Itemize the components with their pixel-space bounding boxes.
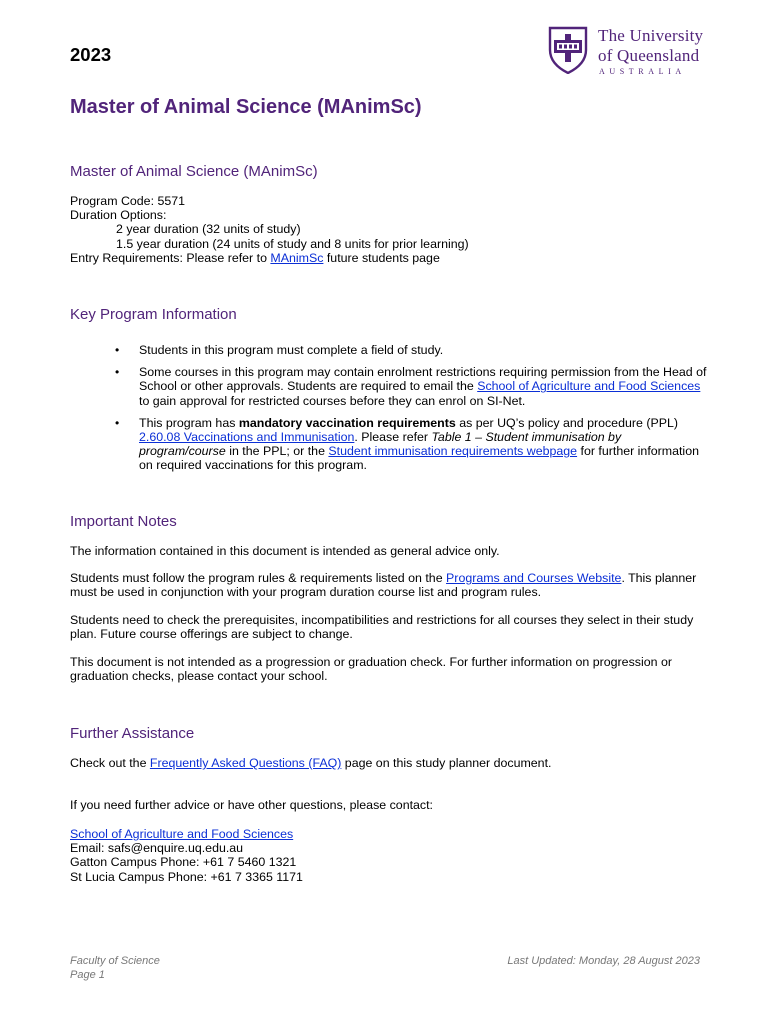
duration-option-2: 1.5 year duration (24 units of study and 8 units for prior learning) — [116, 236, 469, 251]
manimsc-link[interactable]: MAnimSc — [270, 250, 324, 265]
document-year: 2023 — [70, 44, 112, 65]
entry-requirements: Entry Requirements: Please refer to MAnimSc future students page — [70, 250, 440, 265]
footer-last-updated: Last Updated: Monday, 28 August 2023 — [507, 955, 700, 967]
program-details — [70, 194, 710, 265]
contact-stlucia-phone: St Lucia Campus Phone: +61 7 3365 1171 — [70, 869, 303, 884]
school-link[interactable]: School of Agriculture and Food Sciences — [477, 379, 701, 394]
duration-option-1: 2 year duration (32 units of study) — [116, 222, 301, 237]
assistance-heading: Further Assistance — [70, 725, 195, 742]
duration-label: Duration Options: — [70, 208, 167, 223]
program-code: Program Code: 5571 — [70, 194, 186, 208]
uq-crest-icon — [548, 26, 588, 74]
contact-block — [70, 827, 710, 884]
uq-logo — [548, 26, 738, 76]
notes-paragraph-4: This document is not intended as a progression or graduation check. For further information on progression or graduation checks, please contact your school. — [70, 655, 672, 684]
footer-page-number: Page 1 — [70, 968, 105, 981]
programs-courses-link[interactable]: Programs and Courses Website — [446, 571, 622, 585]
logo-line-2: of Queensland — [598, 46, 700, 65]
contact-school-link[interactable]: School of Agriculture and Food Sciences — [70, 827, 294, 841]
key-info-heading: Key Program Information — [70, 306, 237, 323]
key-info-list — [70, 343, 710, 481]
vaccinations-policy-link[interactable]: 2.60.08 Vaccinations and Immunisation — [139, 430, 355, 445]
document-title: Master of Animal Science (MAnimSc) — [70, 96, 422, 118]
notes-paragraph-2: Students must follow the program rules & requirements listed on the Programs and Courses Website. This planner must be used in conjunction with your program duration course list and program rules. — [70, 571, 697, 600]
notes-heading: Important Notes — [70, 513, 177, 530]
key-info-item-field-of-study: • Students in this program must complete a field of study. — [70, 343, 710, 357]
contact-gatton-phone: Gatton Campus Phone: +61 7 5460 1321 — [70, 855, 297, 870]
footer-faculty: Faculty of Science — [70, 955, 160, 967]
contact-intro: If you need further advice or have other questions, please contact: — [70, 798, 433, 812]
notes-paragraph-3: Students need to check the prerequisites, incompatibilities and restrictions for all courses they select in their study plan. Future course offerings are subject to change. — [70, 613, 694, 642]
logo-line-3: AUSTRALIA — [599, 67, 686, 76]
key-info-item-restrictions: • Some courses in this program may contain enrolment restrictions requiring permission from the Head of School or other approvals. Students are required to email the School of Agriculture and Food Sciences to gain approval for restricted courses before they can enrol on SI-Net. — [70, 365, 710, 408]
key-info-item-vaccination: • This program has mandatory vaccination requirements as per UQ’s policy and procedure (PPL) 2.60.08 Vaccinations and Immunisation. Please refer Table 1 – Student immunisation by program/course in the PPL; or the Student immunisation requirements webpage for further information on required vaccinations for this program. — [70, 416, 710, 473]
contact-email: Email: safs@enquire.uq.edu.au — [70, 841, 244, 856]
faq-link[interactable]: Frequently Asked Questions (FAQ) — [149, 756, 342, 770]
page-footer — [70, 955, 700, 982]
faq-paragraph: Check out the Frequently Asked Questions (FAQ) page on this study planner document. — [70, 756, 552, 770]
immunisation-webpage-link[interactable]: Student immunisation requirements webpage — [328, 444, 578, 459]
program-heading: Master of Animal Science (MAnimSc) — [70, 163, 318, 180]
notes-paragraph-1: The information contained in this document is intended as general advice only. — [70, 544, 500, 558]
logo-line-1: The University — [598, 26, 704, 45]
